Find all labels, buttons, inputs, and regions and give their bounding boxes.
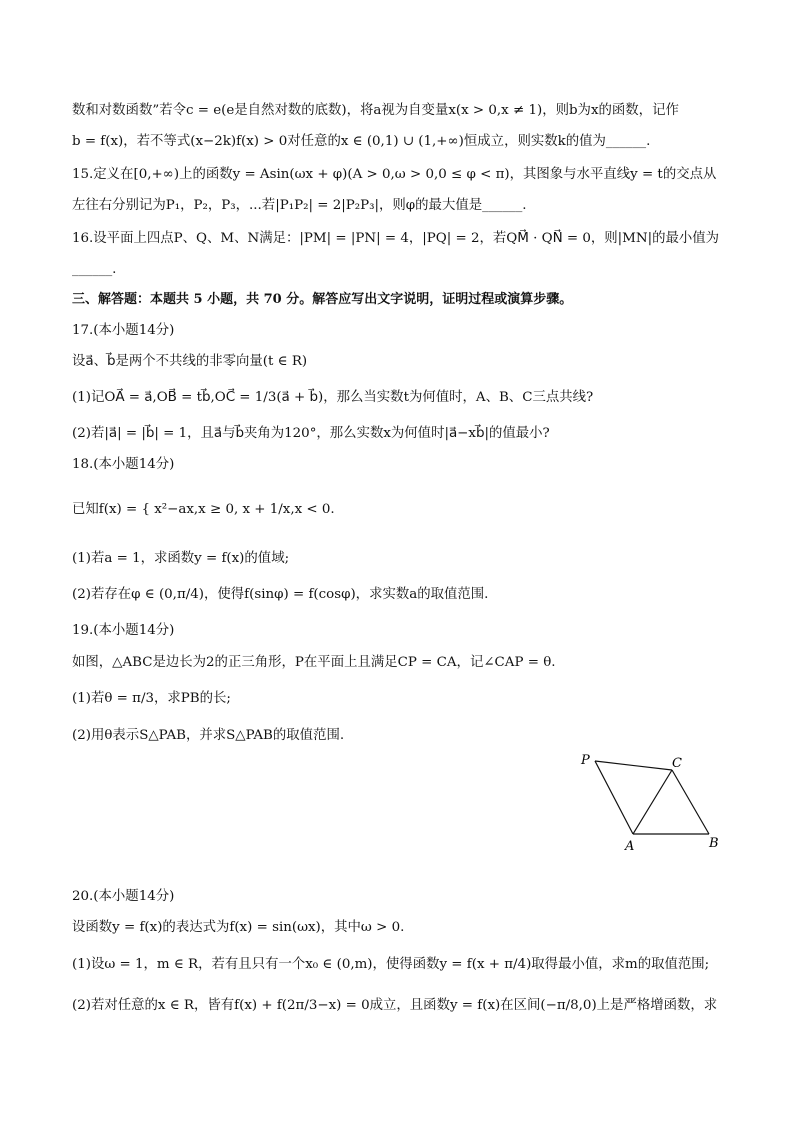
segment-cb [672,770,709,834]
segment-pc [595,761,672,770]
question-20-title: 20.(本小题14分) [72,889,175,904]
question-18-part-1: (1)若a = 1，求函数y = f(x)的值域; [72,551,290,566]
question-17-part-2: (2)若|a⃗| = |b⃗| = 1，且a⃗与b⃗夹角为120°，那么实数x为何值时|a⃗−xb⃗|的值最小? [72,426,550,441]
question-17-part-1: (1)记OA⃗ = a⃗,OB⃗ = tb⃗,OC⃗ = 1/3(a⃗ + b⃗)，那么当实数t为何值时，A、B、C三点共线? [72,390,594,405]
question-18-stem: 已知f(x) = { x²−ax,x ≥ 0, x + 1/x,x < 0. [72,502,335,517]
question-19-part-1: (1)若θ = π/3，求PB的长; [72,691,231,706]
question-18-title: 18.(本小题14分) [72,457,175,472]
question-16-line-1: 16.设平面上四点P、Q、M、N满足：|PM| = |PN| = 4，|PQ| = 2，若QM⃗ · QN⃗ = 0，则|MN|的最小值为 [72,231,720,246]
triangle-figure [575,748,725,858]
segment-ca [633,770,672,834]
question-18-part-2: (2)若存在φ ∈ (0,π/4)，使得f(sinφ) = f(cosφ)，求实数a的取值范围. [72,587,489,602]
question-20-stem: 设函数y = f(x)的表达式为f(x) = sin(ωx)，其中ω > 0. [72,920,405,935]
question-16-line-2: ______. [72,262,117,277]
triangle-diagram [575,748,725,858]
question-19-title: 19.(本小题14分) [72,623,175,638]
question-17-title: 17.(本小题14分) [72,323,175,338]
question-20-part-2: (2)若对任意的x ∈ R，皆有f(x) + f(2π/3−x) = 0成立，且函数y = f(x)在区间(−π/8,0)上是严格增函数，求 [72,998,718,1013]
label-b: B [709,836,719,851]
question-17-stem: 设a⃗、b⃗是两个不共线的非零向量(t ∈ R) [72,354,308,369]
segment-pa [595,761,633,834]
question-15-line-2: 左往右分别记为P₁，P₂，P₃，...若|P₁P₂| = 2|P₂P₃|，则φ的最大值是______. [72,198,527,213]
label-a: A [625,839,635,854]
question-20-part-1: (1)设ω = 1，m ∈ R，若有且只有一个x₀ ∈ (0,m)，使得函数y = f(x + π/4)取得最小值，求m的取值范围; [72,957,710,972]
text-line-1: 数和对数函数”若令c = e(e是自然对数的底数)，将a视为自变量x(x > 0,x ≠ 1)，则b为x的函数，记作 [72,103,679,118]
label-c: C [672,756,682,771]
section-heading: 三、解答题：本题共 5 小题，共 70 分。解答应写出文字说明，证明过程或演算步骤。 [72,292,573,307]
question-19-part-2: (2)用θ表示S△PAB，并求S△PAB的取值范围. [72,728,345,743]
text-line-2: b = f(x)，若不等式(x−2k)f(x) > 0对任意的x ∈ (0,1) ∪ (1,+∞)恒成立，则实数k的值为______. [72,134,651,149]
question-15-line-1: 15.定义在[0,+∞)上的函数y = Asin(ωx + φ)(A > 0,ω > 0,0 ≤ φ < π)，其图象与水平直线y = t的交点从 [72,167,717,182]
question-19-stem: 如图，△ABC是边长为2的正三角形，P在平面上且满足CP = CA，记∠CAP = θ. [72,655,556,670]
label-p: P [581,753,590,768]
